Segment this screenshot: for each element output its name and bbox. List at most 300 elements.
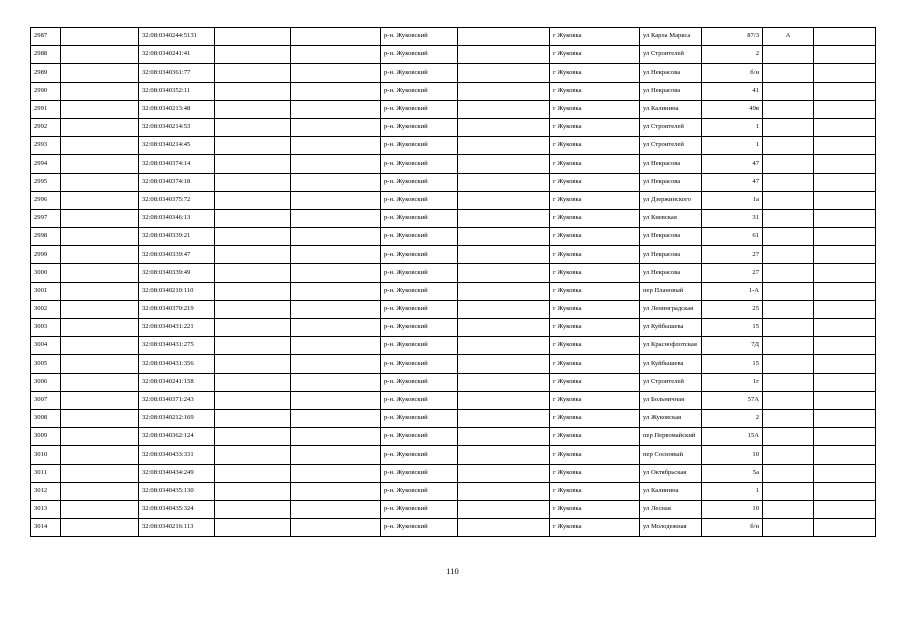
cell-row-number: 2994: [31, 155, 61, 173]
cell-street: ул Больничная: [640, 391, 702, 409]
cell-empty: [61, 391, 139, 409]
cell-row-number: 2999: [31, 246, 61, 264]
table-row: [31, 246, 876, 264]
cell-empty: [61, 28, 139, 46]
cell-house: 2: [702, 46, 763, 64]
cell-empty: [215, 264, 291, 282]
cell-empty: [61, 464, 139, 482]
cell-row-number: 3013: [31, 500, 61, 518]
cell-cadastral-number: 32:08:0340346:13: [139, 209, 215, 227]
cell-empty: [814, 46, 876, 64]
cell-house: 27: [702, 246, 763, 264]
table-row: [31, 209, 876, 227]
cell-cadastral-number: 32:08:0340375:72: [139, 191, 215, 209]
cell-cadastral-number: 32:08:0340339:47: [139, 246, 215, 264]
cell-empty: [291, 228, 381, 246]
cell-house: 87/3: [702, 28, 763, 46]
cell-empty: [215, 155, 291, 173]
cell-city: г Жуковка: [550, 300, 640, 318]
cell-district: р-н. Жуковский: [381, 173, 458, 191]
cell-house: 47: [702, 173, 763, 191]
cell-empty: [814, 118, 876, 136]
table-row: [31, 482, 876, 500]
cell-empty: [814, 64, 876, 82]
cell-street: ул Лесная: [640, 500, 702, 518]
cell-empty: [215, 282, 291, 300]
cell-empty: [458, 464, 550, 482]
cell-empty: [61, 519, 139, 537]
cell-letter: [763, 391, 814, 409]
cell-empty: [458, 155, 550, 173]
cell-cadastral-number: 32:08:0340431:221: [139, 319, 215, 337]
table-row: [31, 337, 876, 355]
cell-cadastral-number: 32:08:0340435:324: [139, 500, 215, 518]
cell-empty: [215, 391, 291, 409]
cell-empty: [458, 355, 550, 373]
cell-empty: [61, 409, 139, 427]
cell-cadastral-number: 32:08:0340435:130: [139, 482, 215, 500]
cell-row-number: 2990: [31, 82, 61, 100]
cell-empty: [814, 373, 876, 391]
cell-row-number: 3000: [31, 264, 61, 282]
cell-empty: [61, 482, 139, 500]
cell-district: р-н. Жуковский: [381, 500, 458, 518]
cell-row-number: 2988: [31, 46, 61, 64]
cell-row-number: 2992: [31, 118, 61, 136]
cell-cadastral-number: 32:08:0340212:169: [139, 409, 215, 427]
cell-house: 5а: [702, 464, 763, 482]
table-row: [31, 264, 876, 282]
cell-city: г Жуковка: [550, 228, 640, 246]
cell-empty: [291, 209, 381, 227]
cell-empty: [814, 137, 876, 155]
cell-empty: [458, 173, 550, 191]
cell-city: г Жуковка: [550, 264, 640, 282]
table-row: [31, 82, 876, 100]
cell-empty: [215, 228, 291, 246]
cell-empty: [458, 46, 550, 64]
cell-empty: [458, 300, 550, 318]
cell-empty: [291, 482, 381, 500]
table-row: [31, 391, 876, 409]
cell-street: ул Строителей: [640, 137, 702, 155]
cell-row-number: 2987: [31, 28, 61, 46]
cell-empty: [291, 191, 381, 209]
cell-street: ул Октябрьская: [640, 464, 702, 482]
cell-row-number: 3010: [31, 446, 61, 464]
cell-empty: [291, 300, 381, 318]
cell-district: р-н. Жуковский: [381, 428, 458, 446]
cell-empty: [215, 500, 291, 518]
cell-letter: [763, 264, 814, 282]
cell-empty: [61, 191, 139, 209]
cell-city: г Жуковка: [550, 28, 640, 46]
cell-empty: [291, 155, 381, 173]
cell-city: г Жуковка: [550, 173, 640, 191]
cell-city: г Жуковка: [550, 209, 640, 227]
cell-empty: [215, 246, 291, 264]
cell-district: р-н. Жуковский: [381, 28, 458, 46]
cell-empty: [61, 64, 139, 82]
cell-district: р-н. Жуковский: [381, 519, 458, 537]
cell-cadastral-number: 32:08:0340433:331: [139, 446, 215, 464]
cell-empty: [458, 282, 550, 300]
cell-cadastral-number: 32:08:0340339:49: [139, 264, 215, 282]
cell-cadastral-number: 32:08:0340431:275: [139, 337, 215, 355]
table-row: [31, 464, 876, 482]
cell-row-number: 2989: [31, 64, 61, 82]
cell-house: 1: [702, 482, 763, 500]
cell-empty: [215, 464, 291, 482]
cell-letter: [763, 282, 814, 300]
cell-empty: [215, 428, 291, 446]
cell-empty: [61, 228, 139, 246]
cell-empty: [458, 337, 550, 355]
cell-street: ул Некрасова: [640, 228, 702, 246]
cell-empty: [61, 100, 139, 118]
cell-district: р-н. Жуковский: [381, 373, 458, 391]
cell-cadastral-number: 32:08:0340362:124: [139, 428, 215, 446]
cell-empty: [814, 173, 876, 191]
cell-row-number: 2996: [31, 191, 61, 209]
cell-row-number: 3009: [31, 428, 61, 446]
cell-empty: [458, 319, 550, 337]
table-row: [31, 64, 876, 82]
cell-cadastral-number: 32:08:0340241:41: [139, 46, 215, 64]
cell-empty: [291, 264, 381, 282]
cell-street: ул Ленинградская: [640, 300, 702, 318]
cell-empty: [814, 264, 876, 282]
cell-cadastral-number: 32:08:0340339:21: [139, 228, 215, 246]
cell-city: г Жуковка: [550, 282, 640, 300]
cell-house: 10: [702, 500, 763, 518]
cell-city: г Жуковка: [550, 391, 640, 409]
cell-city: г Жуковка: [550, 155, 640, 173]
cell-street: ул Краснофлотская: [640, 337, 702, 355]
cell-row-number: 2998: [31, 228, 61, 246]
cell-city: г Жуковка: [550, 373, 640, 391]
cell-empty: [215, 373, 291, 391]
cell-empty: [215, 118, 291, 136]
cell-empty: [61, 319, 139, 337]
cell-cadastral-number: 32:08:0340371:243: [139, 391, 215, 409]
cell-empty: [814, 191, 876, 209]
cell-empty: [291, 173, 381, 191]
cell-district: р-н. Жуковский: [381, 482, 458, 500]
cell-house: 2: [702, 409, 763, 427]
cell-street: ул Дзержинского: [640, 191, 702, 209]
table-row: [31, 500, 876, 518]
cell-house: 15: [702, 355, 763, 373]
cell-district: р-н. Жуковский: [381, 282, 458, 300]
cell-cadastral-number: 32:08:0340214:45: [139, 137, 215, 155]
cell-house: 25: [702, 300, 763, 318]
cell-empty: [61, 446, 139, 464]
cell-house: 61: [702, 228, 763, 246]
cell-empty: [215, 446, 291, 464]
cell-cadastral-number: 32:08:0340244:5131: [139, 28, 215, 46]
cell-house: 27: [702, 264, 763, 282]
cell-empty: [814, 482, 876, 500]
cell-empty: [215, 82, 291, 100]
cell-district: р-н. Жуковский: [381, 319, 458, 337]
table-row: [31, 28, 876, 46]
cell-row-number: 3012: [31, 482, 61, 500]
cell-empty: [814, 28, 876, 46]
cell-empty: [814, 500, 876, 518]
cell-empty: [291, 319, 381, 337]
cell-city: г Жуковка: [550, 482, 640, 500]
cell-letter: [763, 82, 814, 100]
cell-empty: [215, 209, 291, 227]
cell-cadastral-number: 32:08:0340216:113: [139, 519, 215, 537]
cell-empty: [458, 28, 550, 46]
cell-cadastral-number: 32:08:0340374:18: [139, 173, 215, 191]
cell-letter: [763, 100, 814, 118]
cell-house: 10: [702, 446, 763, 464]
cell-street: ул Куйбышева: [640, 319, 702, 337]
cell-cadastral-number: 32:08:0340431:356: [139, 355, 215, 373]
cell-empty: [291, 246, 381, 264]
cell-row-number: 3001: [31, 282, 61, 300]
cell-empty: [61, 264, 139, 282]
cell-city: г Жуковка: [550, 355, 640, 373]
cell-house: 49в: [702, 100, 763, 118]
cell-letter: [763, 464, 814, 482]
cell-house: 47: [702, 155, 763, 173]
cell-city: г Жуковка: [550, 337, 640, 355]
cell-empty: [814, 446, 876, 464]
cell-city: г Жуковка: [550, 118, 640, 136]
cell-row-number: 2991: [31, 100, 61, 118]
cell-empty: [814, 155, 876, 173]
cell-cadastral-number: 32:08:0340210:110: [139, 282, 215, 300]
cell-empty: [458, 373, 550, 391]
register-table: [30, 27, 876, 537]
table-row: [31, 319, 876, 337]
table-row: [31, 118, 876, 136]
page-number: 110: [446, 566, 459, 576]
cell-empty: [61, 46, 139, 64]
cell-house: 15: [702, 319, 763, 337]
cell-empty: [458, 100, 550, 118]
table-row: [31, 409, 876, 427]
cell-letter: [763, 428, 814, 446]
cell-row-number: 3014: [31, 519, 61, 537]
cell-district: р-н. Жуковский: [381, 409, 458, 427]
cell-house: 7Д: [702, 337, 763, 355]
cell-empty: [458, 446, 550, 464]
cell-empty: [814, 282, 876, 300]
cell-empty: [215, 319, 291, 337]
table-row: [31, 228, 876, 246]
table-row: [31, 191, 876, 209]
cell-house: 15А: [702, 428, 763, 446]
cell-letter: [763, 373, 814, 391]
cell-empty: [814, 246, 876, 264]
cell-city: г Жуковка: [550, 519, 640, 537]
cell-house: 1: [702, 118, 763, 136]
cell-row-number: 2997: [31, 209, 61, 227]
cell-letter: [763, 300, 814, 318]
cell-empty: [458, 209, 550, 227]
cell-letter: [763, 409, 814, 427]
table-row: [31, 282, 876, 300]
cell-empty: [291, 64, 381, 82]
cell-house: 1: [702, 137, 763, 155]
cell-district: р-н. Жуковский: [381, 155, 458, 173]
cell-district: р-н. Жуковский: [381, 337, 458, 355]
cell-empty: [814, 228, 876, 246]
cell-empty: [291, 391, 381, 409]
cell-empty: [215, 100, 291, 118]
cell-street: ул Куйбышева: [640, 355, 702, 373]
cell-letter: [763, 355, 814, 373]
cell-street: ул Жуковская: [640, 409, 702, 427]
cell-empty: [814, 209, 876, 227]
cell-empty: [458, 118, 550, 136]
cell-letter: [763, 64, 814, 82]
cell-empty: [458, 137, 550, 155]
cell-city: г Жуковка: [550, 428, 640, 446]
cell-district: р-н. Жуковский: [381, 46, 458, 64]
cell-empty: [814, 428, 876, 446]
cell-street: ул Строителей: [640, 46, 702, 64]
cell-letter: [763, 209, 814, 227]
cell-empty: [61, 118, 139, 136]
cell-house: 31: [702, 209, 763, 227]
cell-empty: [291, 337, 381, 355]
cell-empty: [215, 355, 291, 373]
cell-empty: [291, 82, 381, 100]
cell-empty: [61, 337, 139, 355]
cell-empty: [61, 373, 139, 391]
cell-empty: [215, 64, 291, 82]
cell-district: р-н. Жуковский: [381, 118, 458, 136]
cell-empty: [61, 173, 139, 191]
cell-city: г Жуковка: [550, 446, 640, 464]
cell-letter: [763, 137, 814, 155]
cell-letter: [763, 482, 814, 500]
cell-empty: [61, 500, 139, 518]
cell-house: б/н: [702, 519, 763, 537]
cell-street: пер Сосновый: [640, 446, 702, 464]
cell-letter: [763, 155, 814, 173]
cell-district: р-н. Жуковский: [381, 100, 458, 118]
cell-letter: [763, 46, 814, 64]
cell-district: р-н. Жуковский: [381, 246, 458, 264]
cell-district: р-н. Жуковский: [381, 446, 458, 464]
cell-row-number: 3007: [31, 391, 61, 409]
table-row: [31, 446, 876, 464]
cell-street: ул Калинина: [640, 482, 702, 500]
cell-letter: [763, 519, 814, 537]
cell-district: р-н. Жуковский: [381, 391, 458, 409]
cell-empty: [215, 173, 291, 191]
cell-district: р-н. Жуковский: [381, 300, 458, 318]
cell-empty: [215, 46, 291, 64]
cell-city: г Жуковка: [550, 500, 640, 518]
cell-empty: [291, 409, 381, 427]
cell-empty: [814, 300, 876, 318]
cell-row-number: 3003: [31, 319, 61, 337]
cell-street: пер Плановый: [640, 282, 702, 300]
cell-city: г Жуковка: [550, 319, 640, 337]
cell-empty: [61, 355, 139, 373]
cell-house: 1-А: [702, 282, 763, 300]
cell-street: ул Некрасова: [640, 264, 702, 282]
table-row: [31, 155, 876, 173]
table-row: [31, 46, 876, 64]
cell-city: г Жуковка: [550, 64, 640, 82]
cell-house: 1г: [702, 373, 763, 391]
cell-letter: [763, 337, 814, 355]
cell-empty: [291, 100, 381, 118]
cell-empty: [458, 191, 550, 209]
cell-empty: [291, 282, 381, 300]
cell-cadastral-number: 32:08:0340213:48: [139, 100, 215, 118]
cell-letter: [763, 228, 814, 246]
cell-cadastral-number: 32:08:0340361:77: [139, 64, 215, 82]
cell-cadastral-number: 32:08:0340370:219: [139, 300, 215, 318]
cell-cadastral-number: 32:08:0340214:53: [139, 118, 215, 136]
cell-empty: [814, 337, 876, 355]
cell-district: р-н. Жуковский: [381, 137, 458, 155]
cell-empty: [215, 300, 291, 318]
cell-row-number: 3011: [31, 464, 61, 482]
cell-empty: [291, 464, 381, 482]
cell-district: р-н. Жуковский: [381, 264, 458, 282]
cell-empty: [458, 519, 550, 537]
cell-cadastral-number: 32:08:0340352:11: [139, 82, 215, 100]
cell-street: ул Некрасова: [640, 173, 702, 191]
cell-city: г Жуковка: [550, 191, 640, 209]
cell-city: г Жуковка: [550, 464, 640, 482]
cell-empty: [458, 228, 550, 246]
cell-city: г Жуковка: [550, 246, 640, 264]
cell-street: ул Некрасова: [640, 155, 702, 173]
cell-empty: [458, 428, 550, 446]
cell-district: р-н. Жуковский: [381, 464, 458, 482]
cell-empty: [61, 300, 139, 318]
cell-empty: [814, 355, 876, 373]
cell-empty: [61, 155, 139, 173]
cell-empty: [215, 409, 291, 427]
cell-empty: [61, 82, 139, 100]
cell-empty: [291, 46, 381, 64]
cell-empty: [814, 100, 876, 118]
table-body: [31, 28, 876, 537]
cell-city: г Жуковка: [550, 100, 640, 118]
cell-row-number: 3005: [31, 355, 61, 373]
cell-city: г Жуковка: [550, 46, 640, 64]
cell-empty: [814, 82, 876, 100]
cell-empty: [458, 391, 550, 409]
cell-empty: [458, 264, 550, 282]
cell-street: ул Строителей: [640, 373, 702, 391]
cell-street: ул Некрасова: [640, 64, 702, 82]
cell-letter: [763, 118, 814, 136]
cell-row-number: 3002: [31, 300, 61, 318]
cell-empty: [61, 137, 139, 155]
cell-row-number: 2993: [31, 137, 61, 155]
cell-street: ул Строителей: [640, 118, 702, 136]
cell-empty: [61, 282, 139, 300]
cell-empty: [291, 118, 381, 136]
cell-empty: [814, 409, 876, 427]
cell-letter: [763, 246, 814, 264]
cell-empty: [458, 409, 550, 427]
